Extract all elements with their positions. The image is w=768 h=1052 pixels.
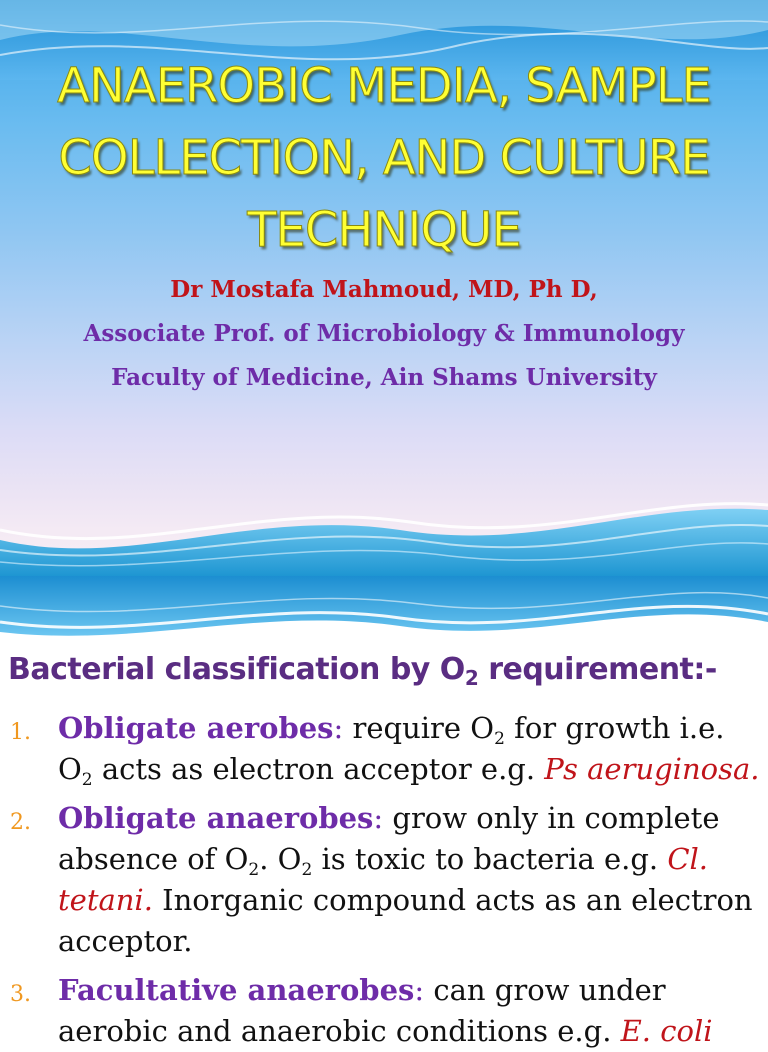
- list-item: [10, 970, 760, 1052]
- title-line-3: TECHNIQUE: [247, 202, 521, 258]
- slide-heading: [8, 652, 717, 690]
- list-item: [10, 798, 760, 962]
- author-position: Associate Prof. of Microbiology & Immunology: [83, 320, 685, 347]
- term-colon: :: [333, 711, 344, 745]
- subscript: 2: [301, 860, 313, 880]
- list-term: Obligate anaerobes: [58, 801, 374, 835]
- list-number: 2.: [10, 810, 31, 835]
- list-text: can grow under aerobic and anaerobic conditions e.g.: [58, 973, 666, 1048]
- species-name: Ps aeruginosa.: [544, 752, 760, 786]
- decorative-wave-bottom: [0, 500, 768, 576]
- presentation-title: [20, 50, 748, 266]
- list-number: 3.: [10, 982, 31, 1007]
- list-text: require O: [343, 711, 495, 745]
- author-institution: Faculty of Medicine, Ain Shams University: [111, 364, 657, 391]
- heading-subscript: 2: [464, 666, 479, 690]
- list-number: 1.: [10, 720, 31, 745]
- list-text: acts as electron acceptor e.g.: [92, 752, 545, 786]
- subscript: 2: [248, 860, 260, 880]
- list-text: Inorganic compound acts as an electron acceptor.: [58, 883, 753, 958]
- species-name: Cl. tetani.: [58, 842, 709, 917]
- author-name: Dr Mostafa Mahmoud, MD, Ph D,: [170, 276, 598, 303]
- list-text: grow only in complete absence of O: [58, 801, 720, 876]
- list-text: for growth i.e. O: [58, 711, 725, 786]
- species-name: E. coli: [620, 1014, 713, 1048]
- content-slide: [0, 576, 768, 1048]
- heading-text-end: requirement:-: [478, 652, 717, 687]
- title-line-1: ANAEROBIC MEDIA, SAMPLE: [57, 58, 711, 114]
- subscript: 2: [494, 729, 505, 749]
- heading-text: Bacterial classification by O: [8, 652, 465, 687]
- list-item: [10, 708, 760, 790]
- term-colon: :: [373, 801, 384, 835]
- title-line-2: COLLECTION, AND CULTURE: [58, 130, 710, 186]
- list-text: is toxic to bacteria e.g.: [312, 842, 668, 876]
- list-text: . O: [259, 842, 302, 876]
- subscript: 2: [81, 770, 93, 790]
- list-term: Facultative anaerobes: [58, 973, 415, 1007]
- term-colon: :: [414, 973, 425, 1007]
- decorative-wave-header: [0, 576, 768, 648]
- list-term: Obligate aerobes: [58, 711, 334, 745]
